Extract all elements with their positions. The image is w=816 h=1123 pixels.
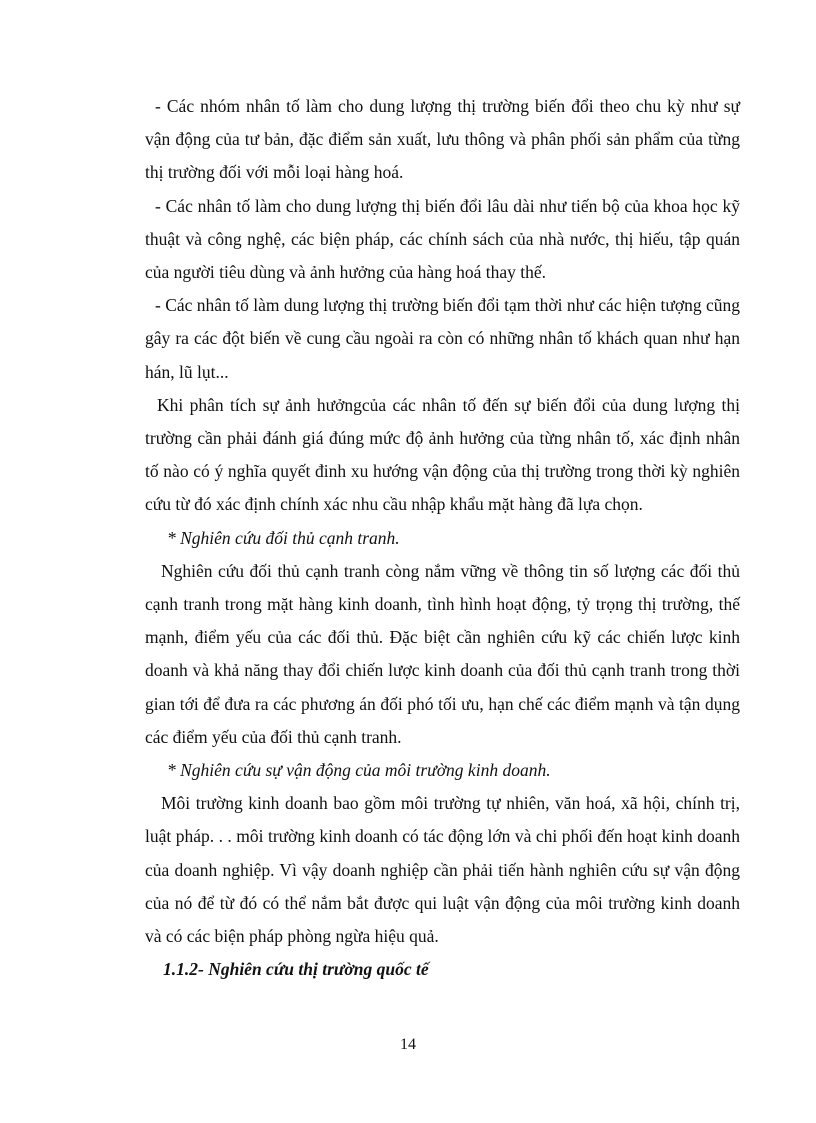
paragraph-environment-research: Môi trường kinh doanh bao gồm môi trường tự nhiên, văn hoá, xã hội, chính trị, luật pháp. . . môi trường kinh doanh có tác động lớn và chi phối đến hoạt kinh doanh của doanh nghiệp. Vì vậy doanh nghiệp cần phải tiến hành nghiên cứu sự vận động của nó để từ đó có thể nắm bắt được qui luật vận động của môi trường kinh doanh và có các biện pháp phòng ngừa hiệu quả. [145,793,740,947]
paragraph-cyclical-factors: - Các nhóm nhân tố làm cho dung lượng thị trường biến đổi theo chu kỳ như sự vận động của tư bản, đặc điểm sản xuất, lưu thông và phân phối sản phẩm của từng thị trường đối với mỗi loại hàng hoá. [145,96,740,183]
paragraph-temporary-factors: - Các nhân tố làm dung lượng thị trường biến đổi tạm thời như các hiện tượng cũng gây ra các đột biến về cung cầu ngoài ra còn có những nhân tố khách quan như hạn hán, lũ lụt... [145,295,740,382]
paragraph-factor-analysis: Khi phân tích sự ảnh hưởngcủa các nhân tố đến sự biến đổi của dung lượng thị trường cần phải đánh giá đúng mức độ ảnh hưởng của từng nhân tố, xác định nhân tố nào có ý nghĩa quyết đinh xu hướng vận động của thị trường trong thời kỳ nghiên cứu từ đó xác định chính xác nhu cầu nhập khẩu mặt hàng đã lựa chọn. [145,394,740,515]
section-heading: 1.1.2- Nghiên cứu thị trường quốc tế [163,959,429,980]
subheading-environment-research: * Nghiên cứu sự vận động của môi trường kinh doanh. [167,760,551,781]
page-body [145,90,740,986]
subheading-competitor-research: * Nghiên cứu đối thủ cạnh tranh. [167,527,400,548]
paragraph-long-term-factors: - Các nhân tố làm cho dung lượng thị biến đổi lâu dài như tiến bộ của khoa học kỹ thuật và công nghệ, các biện pháp, các chính sách của nhà nước, thị hiếu, tập quán của người tiêu dùng và ảnh hưởng của hàng hoá thay thế. [145,195,740,283]
page-number: 14 [400,1036,416,1053]
paragraph-competitor-research: Nghiên cứu đối thủ cạnh tranh còng nắm vững về thông tin số lượng các đối thủ cạnh tranh trong mặt hàng kinh doanh, tình hình hoạt động, tỷ trọng thị trường, thế mạnh, điểm yếu của các đối thủ. Đặc biệt cần nghiên cứu kỹ các chiến lược kinh doanh và khả năng thay đổi chiến lược kinh doanh của đối thủ cạnh tranh trong thời gian tới để đưa ra các phương án đối phó tối ưu, hạn chế các điểm mạnh và tận dụng các điểm yếu của đối thủ cạnh tranh. [145,560,740,747]
